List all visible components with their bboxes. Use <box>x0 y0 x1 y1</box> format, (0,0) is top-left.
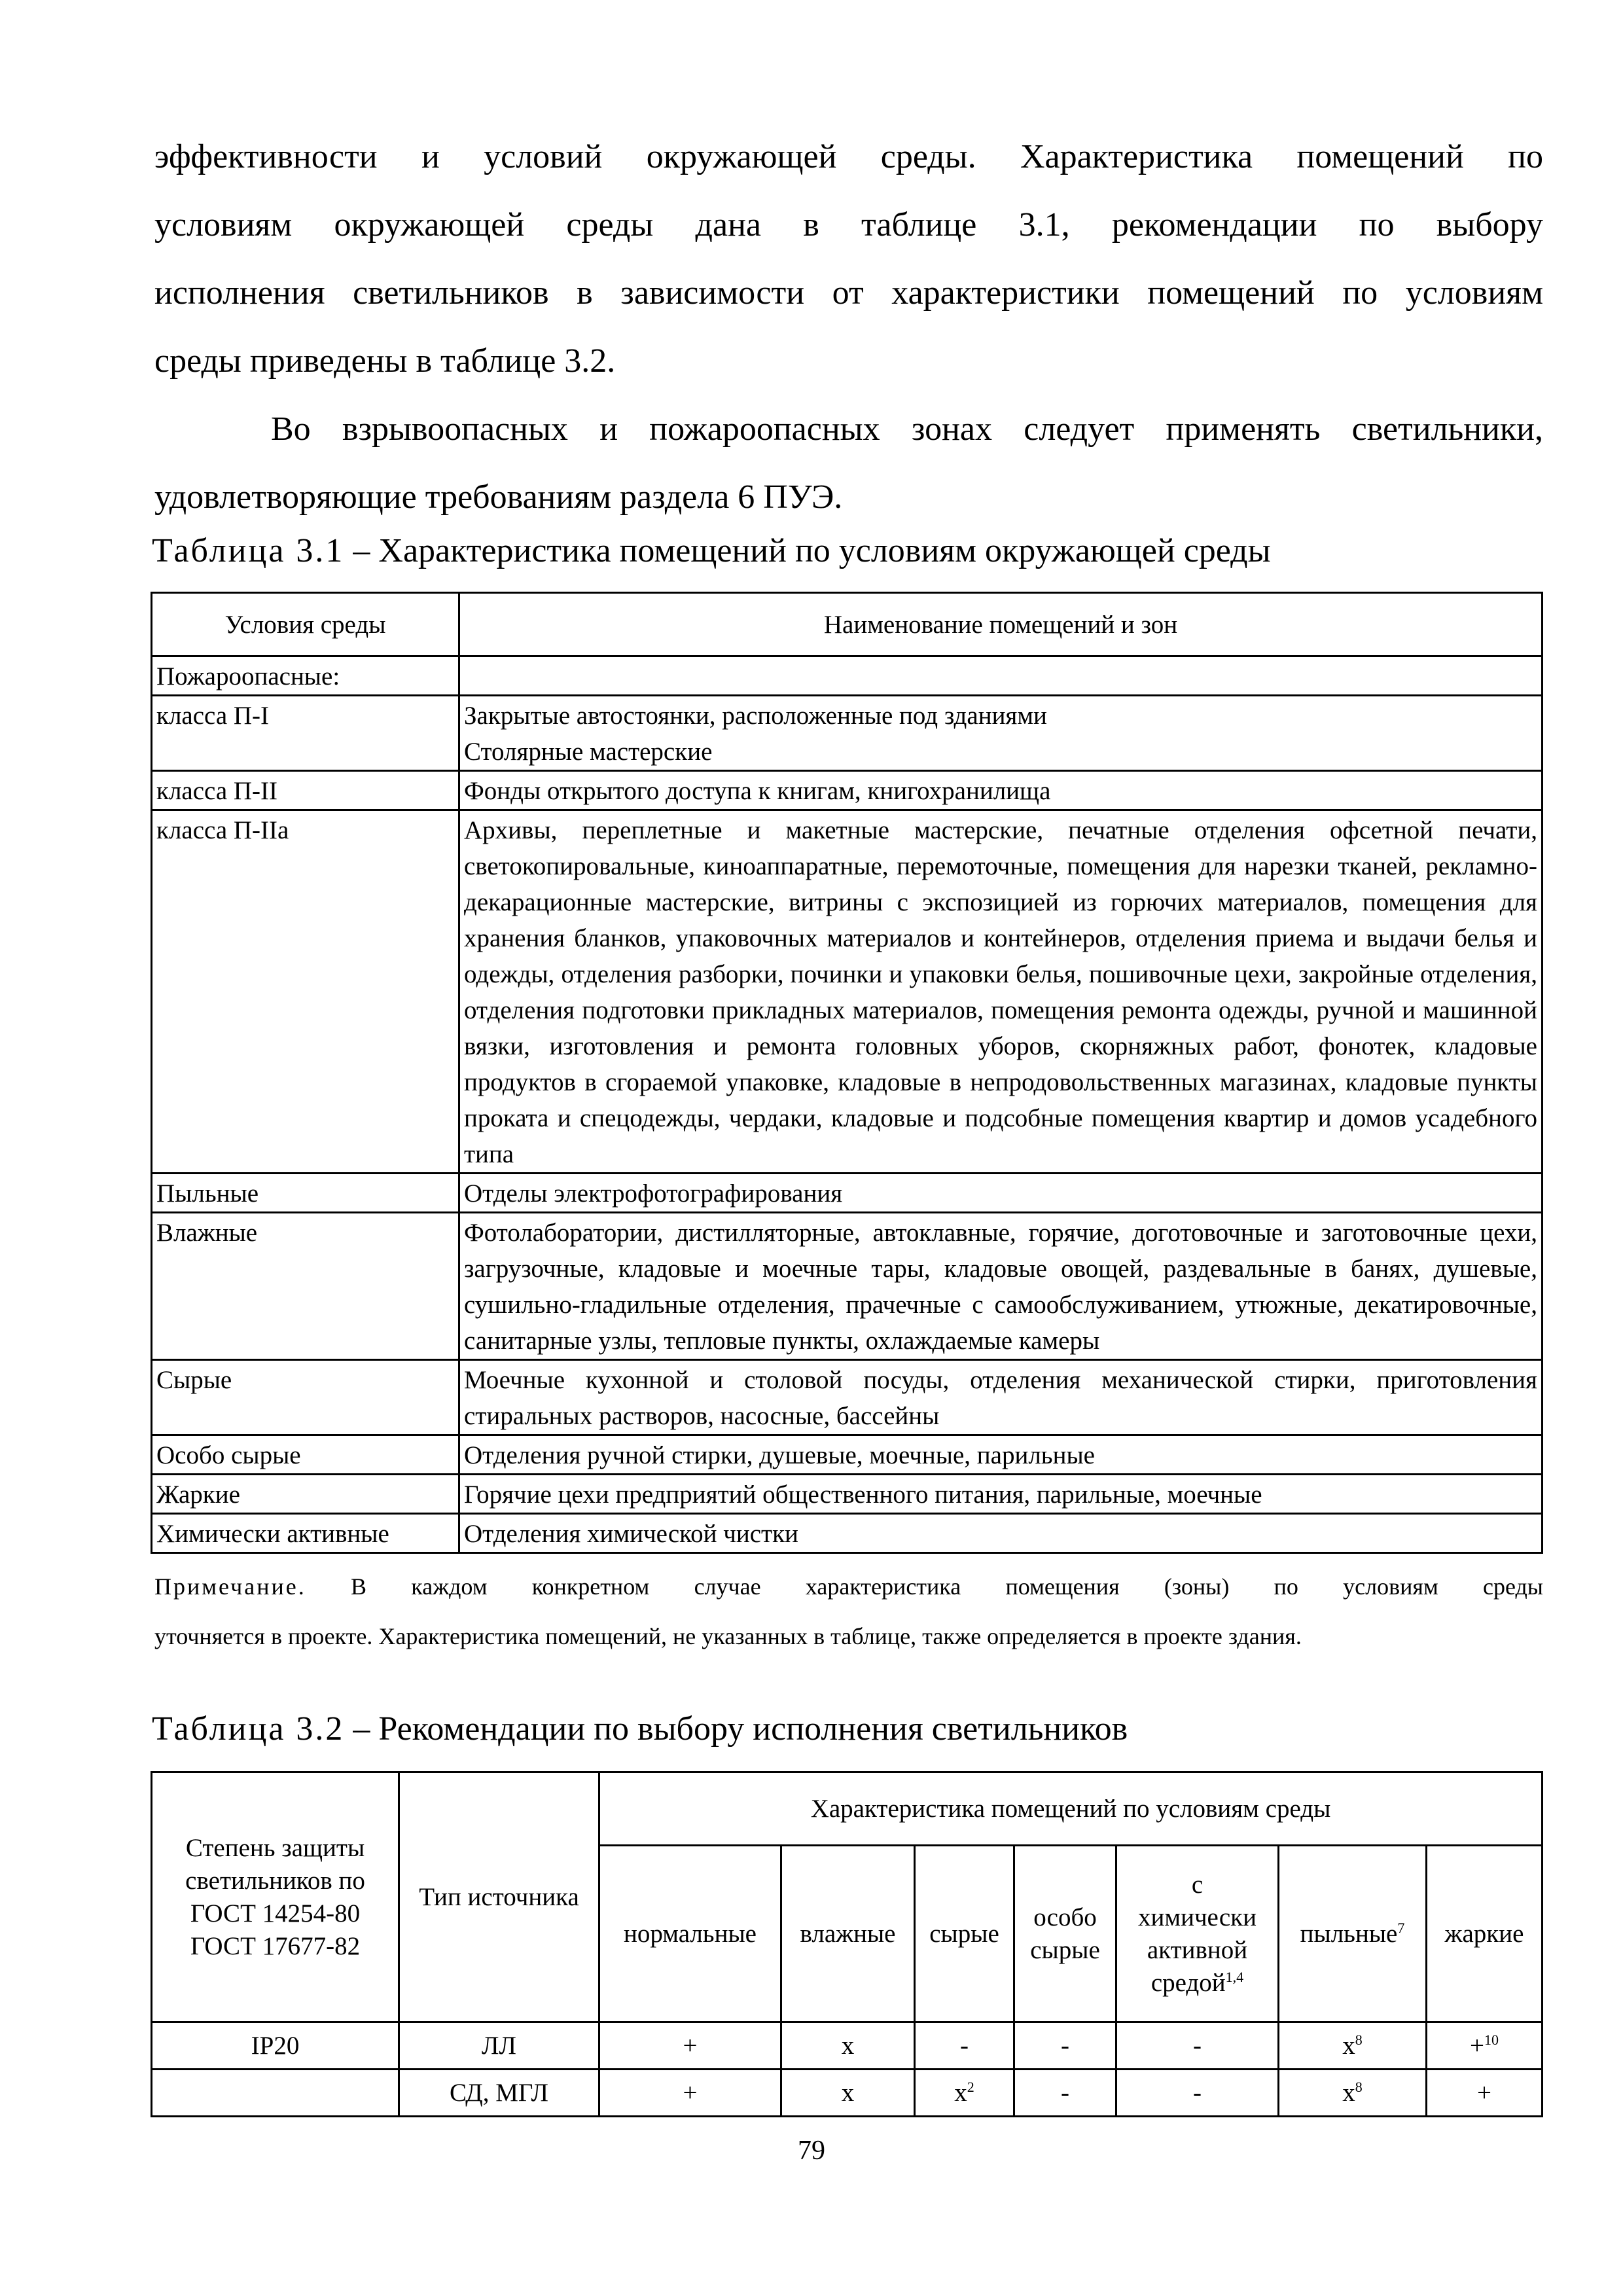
condition-cell: Жаркие <box>152 1475 459 1514</box>
value-cell: - <box>1116 2070 1279 2117</box>
description-cell: Горячие цехи предприятий общественного питания, парильные, моечные <box>459 1475 1543 1514</box>
description-cell: Фотолаборатории, дистилляторные, автоклавные, горячие, доготовочные и заготовочные цехи, загрузочные, кладовые и моечные тары, кладовые овощей, раздевальные в банях, душевые, сушильно-гладильные отделения, прачечные с самообслуживанием, утюжные, декатировочные, санитарные узлы, тепловые пункты, охлаждаемые камеры <box>459 1213 1543 1360</box>
wet-header: влажные <box>781 1846 915 2022</box>
value-cell <box>1427 2022 1543 2070</box>
value-cell: + <box>599 2070 781 2117</box>
condition-cell: класса П-IIа <box>152 810 459 1174</box>
condition-cell: Пожароопасные: <box>152 656 459 696</box>
description-cell: Отделения химической чистки <box>459 1514 1543 1553</box>
value-text: x <box>954 2078 967 2107</box>
table-row <box>152 1360 1543 1435</box>
very-damp-header: особо сырые <box>1014 1846 1116 2022</box>
damp-header: сырые <box>915 1846 1014 2022</box>
table-row <box>152 2070 1543 2117</box>
table-row <box>152 1475 1543 1514</box>
value-cell <box>1427 2070 1543 2117</box>
value-cell: x <box>781 2022 915 2070</box>
value-footnote: 8 <box>1355 2031 1363 2048</box>
value-cell: - <box>1116 2022 1279 2070</box>
value-text: x <box>1342 2031 1355 2060</box>
description-cell: Отделы электрофотографирования <box>459 1174 1543 1213</box>
table-note <box>154 1562 1543 1611</box>
condition-cell: класса П-II <box>152 771 459 810</box>
table-row <box>152 1435 1543 1475</box>
description-cell: Моечные кухонной и столовой посуды, отделения механической стирки, приготовления стиральных растворов, насосные, бассейны <box>459 1360 1543 1435</box>
table-row <box>152 1174 1543 1213</box>
chemical-header-line: с <box>1191 1870 1204 1899</box>
table-2-caption <box>152 1710 1128 1749</box>
table-1-header-row <box>152 593 1543 656</box>
description-cell: Закрытые автостоянки, расположенные под зданиями Столярные мастерские <box>459 696 1543 771</box>
value-text: + <box>1470 2031 1484 2060</box>
condition-cell: Химически активные <box>152 1514 459 1553</box>
dusty-header-label: пыльные <box>1300 1919 1398 1948</box>
value-footnote: 2 <box>967 2078 974 2095</box>
value-text: - <box>960 2031 969 2060</box>
chemical-header-line: средой <box>1150 1968 1226 1997</box>
normal-header: нормальные <box>599 1846 781 2022</box>
condition-cell: Пыльные <box>152 1174 459 1213</box>
table-1-header-cell: Условия среды <box>152 593 459 656</box>
table-1 <box>151 592 1543 1554</box>
description-cell: Отделения ручной стирки, душевые, моечные, парильные <box>459 1435 1543 1475</box>
ip-cell: IP20 <box>152 2022 399 2070</box>
paragraph-1-line: эффективности и условий окружающей среды. Характеристика помещений по <box>154 138 1543 175</box>
table-row <box>152 1213 1543 1360</box>
hot-header: жаркие <box>1427 1846 1543 2022</box>
source-type-header: Тип источника <box>399 1772 599 2022</box>
note-text: В каждом конкретном случае характеристика помещения (зоны) по условиям среды <box>306 1573 1543 1600</box>
table-2-caption-text: – Рекомендации по выбору исполнения светильников <box>344 1710 1128 1748</box>
chemical-header-line: активной <box>1147 1935 1248 1964</box>
value-cell: - <box>1014 2070 1116 2117</box>
value-cell: x <box>781 2070 915 2117</box>
dusty-header <box>1279 1846 1427 2022</box>
table-row <box>152 810 1543 1174</box>
note-label: Примечание. <box>154 1573 306 1600</box>
table-1-caption-label: Таблица 3.1 <box>152 532 345 569</box>
value-cell <box>1279 2070 1427 2117</box>
table-1-caption <box>152 531 1271 571</box>
paragraph-2-line: Во взрывоопасных и пожароопасных зонах следует применять светильники, <box>271 410 1543 448</box>
page-number: 79 <box>798 2136 825 2166</box>
table-2-header-row <box>152 1772 1543 1846</box>
paragraph-2-line: удовлетворяющие требованиям раздела 6 ПУЭ. <box>154 478 843 516</box>
value-cell <box>1279 2022 1427 2070</box>
value-cell: + <box>599 2022 781 2070</box>
table-row <box>152 2022 1543 2070</box>
condition-cell: Особо сырые <box>152 1435 459 1475</box>
chemical-header-line: химически <box>1138 1903 1257 1931</box>
table-note-line-2: уточняется в проекте. Характеристика помещений, не указанных в таблице, также определяется в проекте здания. <box>154 1623 1302 1649</box>
table-row <box>152 771 1543 810</box>
condition-cell: Сырые <box>152 1360 459 1435</box>
source-cell: СД, МГЛ <box>399 2070 599 2117</box>
value-footnote: 8 <box>1355 2078 1363 2095</box>
description-cell: Архивы, переплетные и макетные мастерские, печатные отделения офсетной печати, светокопировальные, киноаппаратные, перемоточные, помещения для нарезки тканей, рекламно-декарационные мастерские, витрины с экспозицией из горючих материалов, помещения для хранения бланков, упаковочных материалов и контейнеров, отделения приема и выдачи белья и одежды, отделения разборки, починки и упаковки белья, пошивочные цехи, закройные отделения, отделения подготовки прикладных материалов, помещения ремонта одежды, ручной и машинной вязки, изготовления и ремонта головных уборов, скорняжных работ, фонотек, кладовые продуктов в сгораемой упаковке, кладовые в непродовольственных магазинах, кладовые пункты проката и спецодежды, чердаки, кладовые и подсобные помещения квартир и домов усадебного типа <box>459 810 1543 1174</box>
dusty-header-footnote: 7 <box>1397 1919 1405 1936</box>
chemical-header <box>1116 1846 1279 2022</box>
description-cell: Фонды открытого доступа к книгам, книгохранилища <box>459 771 1543 810</box>
value-cell: - <box>1014 2022 1116 2070</box>
paragraph-1-line: исполнения светильников в зависимости от характеристики помещений по условиям <box>154 274 1543 312</box>
condition-cell: Влажные <box>152 1213 459 1360</box>
condition-cell: класса П-I <box>152 696 459 771</box>
value-footnote: 10 <box>1484 2031 1499 2048</box>
chemical-header-footnote: 1,4 <box>1225 1968 1244 1985</box>
source-cell: ЛЛ <box>399 2022 599 2070</box>
environment-group-header: Характеристика помещений по условиям среды <box>599 1772 1543 1846</box>
value-cell <box>915 2070 1014 2117</box>
paragraph-1-line: условиям окружающей среды дана в таблице 3.1, рекомендации по выбору <box>154 206 1543 243</box>
table-row <box>152 1514 1543 1553</box>
table-row <box>152 656 1543 696</box>
paragraph-1-line: среды приведены в таблице 3.2. <box>154 342 616 380</box>
value-text: + <box>1477 2078 1491 2107</box>
protection-degree-header: Степень защиты светильников по ГОСТ 14254-80 ГОСТ 17677-82 <box>152 1772 399 2022</box>
table-1-header-cell: Наименование помещений и зон <box>459 593 1543 656</box>
value-cell <box>915 2022 1014 2070</box>
table-1-caption-text: – Характеристика помещений по условиям окружающей среды <box>344 532 1271 569</box>
description-cell <box>459 656 1543 696</box>
table-row <box>152 696 1543 771</box>
value-text: x <box>1342 2078 1355 2107</box>
ip-cell <box>152 2070 399 2117</box>
table-2-caption-label: Таблица 3.2 <box>152 1710 345 1748</box>
table-2 <box>151 1771 1543 2117</box>
